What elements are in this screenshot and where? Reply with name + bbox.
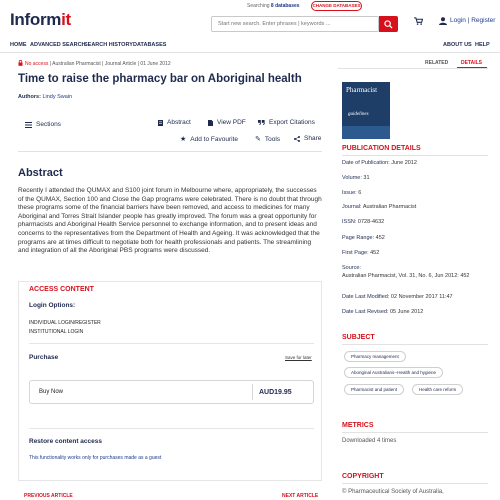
lock-icon xyxy=(18,60,23,66)
subject-chip[interactable]: Pharmacist and patient xyxy=(344,384,404,395)
subject-divider xyxy=(342,344,488,345)
subject-heading: SUBJECT xyxy=(342,334,375,341)
pdf-icon xyxy=(208,120,213,126)
access-content-heading: ACCESS CONTENT xyxy=(29,286,94,293)
article-meta xyxy=(18,60,171,67)
nav-search-history[interactable]: SEARCH HISTORY xyxy=(84,42,133,48)
publication-details-divider xyxy=(342,155,488,156)
search-button[interactable] xyxy=(379,16,398,32)
sections-button[interactable]: Sections xyxy=(25,121,61,128)
copyright-heading: COPYRIGHT xyxy=(342,473,384,480)
wrench-icon: ✎ xyxy=(255,136,261,143)
price: AUD19.95 xyxy=(259,389,292,396)
buy-divider xyxy=(252,384,253,400)
export-citations-button[interactable]: Export Citations xyxy=(258,119,315,126)
journal: Journal: Australian Pharmacist xyxy=(342,204,417,210)
metrics-heading: METRICS xyxy=(342,422,374,429)
previous-article-link[interactable]: PREVIOUS ARTICLE xyxy=(24,493,73,499)
date-last-revised: Date Last Revised: 05 June 2012 xyxy=(342,309,424,315)
subject-chip[interactable]: Health care reform xyxy=(412,384,463,395)
abstract-text: Recently I attended the QUMAX and S100 joint forum in Melbourne where, appropriately, the successes of the QUMAX, Section 100 and Close the Gap programs were celebrated. There is no doubt that through these programs some of the financial barriers have been removed, and access to medicines for many Aboriginal and Torres Strait Islander people has greatly improved. The forum was a great opportunity for pharmacists and Aboriginal Health Service personnel to exchange information, and to present ideas and concerns to the representatives from the Department of Health and Ageing. It was acknowledged that the programs are at times difficult to negotiate both for health professionals and patients. The streamlining and integration of all the Aboriginal PBS programs were discussed. xyxy=(18,187,322,255)
access-divider xyxy=(29,343,314,344)
access-divider-2 xyxy=(29,428,314,429)
cover-title: Pharmacist xyxy=(346,86,378,94)
publication-details-heading: PUBLICATION DETAILS xyxy=(342,145,421,152)
purchase-heading: Purchase xyxy=(29,354,59,361)
tools-button[interactable]: ✎ Tools xyxy=(255,135,281,143)
restore-access-text: This functionality works only for purchases made as a guest xyxy=(29,455,162,461)
restore-access-heading: Restore content access xyxy=(29,438,102,445)
site-header xyxy=(0,0,500,40)
view-pdf-button[interactable]: View PDF xyxy=(208,119,246,126)
first-page: First Page: 452 xyxy=(342,250,380,256)
change-databases-button[interactable]: CHANGE DATABASES xyxy=(311,1,362,11)
tools-divider xyxy=(18,151,322,152)
search-icon xyxy=(384,20,393,29)
save-for-later-link[interactable]: Save for later xyxy=(285,355,312,360)
buy-now-label: Buy Now xyxy=(39,389,64,395)
article-meta-text: | Australian Pharmacist | Journal Article | 01 June 2012 xyxy=(49,61,171,67)
login-register-link[interactable]: Login | Register xyxy=(450,17,496,24)
volume: Volume: 31 xyxy=(342,175,370,181)
nav-home[interactable]: HOME xyxy=(10,42,27,48)
cover-band xyxy=(342,126,390,139)
institutional-login-link[interactable]: INSTITUTIONAL LOGIN xyxy=(29,329,84,335)
issn: ISSN: 0728-4632 xyxy=(342,219,385,225)
authors: Authors: Lindy Swain xyxy=(18,94,73,100)
cover-subtitle: guidelines xyxy=(348,112,369,117)
date-of-publication: Date of Publication: June 2012 xyxy=(342,160,417,166)
sidebar-tab-divider xyxy=(338,68,488,69)
document-icon xyxy=(158,120,163,126)
no-access-badge: No access xyxy=(18,61,50,67)
list-icon xyxy=(25,122,32,128)
author-link[interactable]: Lindy Swain xyxy=(42,94,73,100)
informit-logo[interactable]: Informit xyxy=(10,10,71,29)
next-article-link[interactable]: NEXT ARTICLE xyxy=(282,493,319,499)
nav-about-us[interactable]: ABOUT US xyxy=(443,42,472,48)
download-count: Downloaded 4 times xyxy=(342,438,397,444)
databases-count[interactable]: 8 databases xyxy=(270,3,300,9)
share-icon xyxy=(294,136,300,142)
article-title: Time to raise the pharmacy bar on Aboriginal health xyxy=(18,73,302,85)
copyright-text: © Pharmaceutical Society of Australia, xyxy=(342,489,444,495)
tab-related[interactable]: RELATED xyxy=(425,60,449,66)
issue: Issue: 6 xyxy=(342,190,362,196)
add-to-favourite-button[interactable]: ★ Add to Favourite xyxy=(180,135,238,143)
nav-help[interactable]: HELP xyxy=(475,42,490,48)
nav-advanced-search[interactable]: ADVANCED SEARCH xyxy=(30,42,86,48)
page-range: Page Range: 452 xyxy=(342,235,385,241)
user-icon xyxy=(439,17,447,25)
subject-chip[interactable]: Aboriginal Australians--Health and hygiene xyxy=(344,367,443,378)
individual-login-link[interactable]: INDIVIDUAL LOGIN/REGISTER xyxy=(29,320,101,326)
search-input[interactable] xyxy=(211,16,379,32)
quote-icon xyxy=(258,120,265,125)
journal-cover xyxy=(342,82,390,139)
login-options-label: Login Options: xyxy=(29,302,76,309)
abstract-heading: Abstract xyxy=(18,167,63,179)
main-nav xyxy=(0,41,500,51)
source: Source: Australian Pharmacist, Vol. 31, No. 6, Jun 2012: 452 xyxy=(342,265,470,279)
metrics-divider xyxy=(342,432,488,433)
cart-icon[interactable] xyxy=(414,17,423,25)
abstract-button[interactable]: Abstract xyxy=(158,119,191,126)
date-last-modified: Date Last Modified: 02 November 2017 11:47 xyxy=(342,294,453,300)
tab-details[interactable]: DETAILS xyxy=(461,60,483,66)
share-button[interactable]: Share xyxy=(294,135,321,142)
copyright-divider xyxy=(342,483,488,484)
searching-info: Searching 8 databases xyxy=(247,3,300,9)
subject-chip[interactable]: Pharmacy management xyxy=(344,351,406,362)
nav-divider xyxy=(0,52,500,53)
nav-databases[interactable]: DATABASES xyxy=(133,42,167,48)
star-icon: ★ xyxy=(180,136,187,143)
